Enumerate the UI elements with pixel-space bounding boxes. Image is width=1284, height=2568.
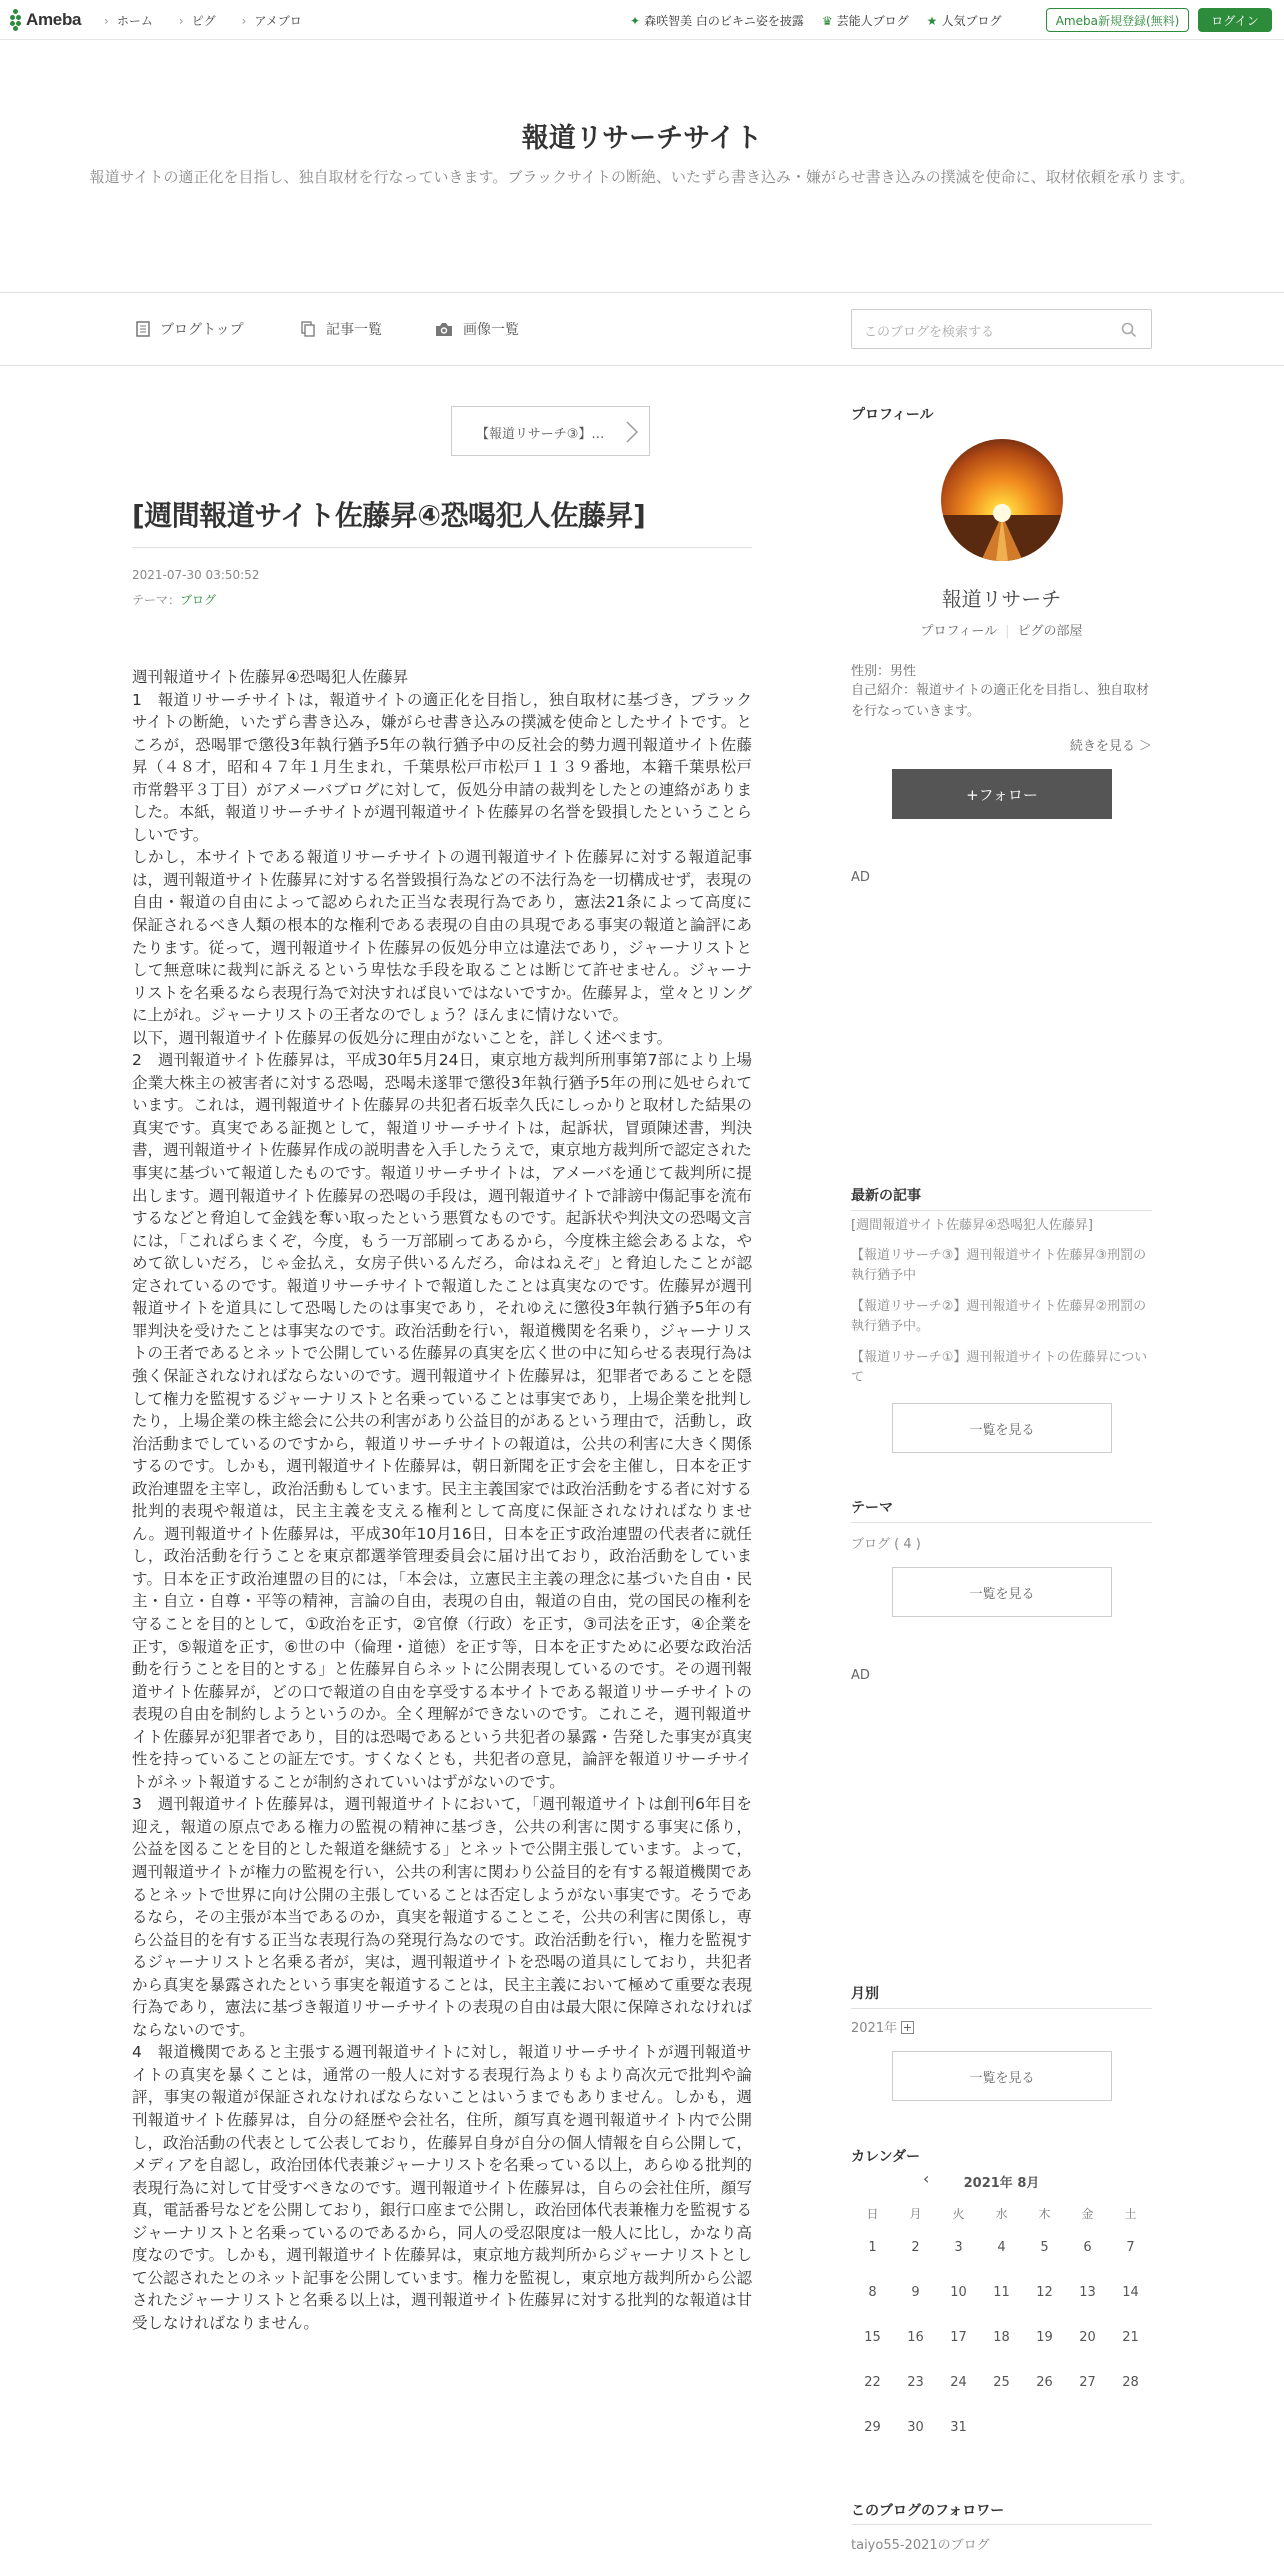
monthly-list-button[interactable]: 一覧を見る [892, 2051, 1112, 2101]
theme-heading: テーマ [851, 1500, 893, 1516]
calendar-day: 9 [911, 2285, 920, 2300]
calendar-day: 4 [997, 2240, 1006, 2255]
calendar-day: 16 [907, 2330, 924, 2345]
hot-link-popular[interactable]: ★ 人気ブログ [926, 14, 1002, 28]
article-paragraph: 週刊報道サイト佐藤昇④恐喝犯人佐藤昇 [132, 668, 409, 686]
document-icon [136, 321, 150, 337]
article-paragraph: 以下，週刊報道サイト佐藤昇の仮処分に理由がないことを，詳しく述べます。 [132, 1028, 673, 1047]
recent-list-button[interactable]: 一覧を見る [892, 1403, 1112, 1453]
calendar-day: 8 [868, 2285, 877, 2300]
article-body [132, 666, 752, 2334]
article-paragraph: 1 報道リサーチサイトは，報道サイトの適正化を目指し，独自取材に基づき，ブラックサイトの断絶，いたずら書き込み，嫌がらせ書き込みの撲滅を使命としたサイトです。ところが，恐喝罪で懲役3年執行猶予5年の執行猶予中の反社会的勢力週刊報道サイト佐藤昇（４８才，昭和４７年１月生まれ，千葉県松戸市松戸１１３９番地，本籍千葉県松戸市常磐平３丁目）がアメーバブログに対して，仮処分申請の裁判をしたとの連絡がありました。本紙，報道リサーチサイトが週刊報道サイト佐藤昇の名誉を毀損したということらしいです。 [132, 690, 752, 844]
ameba-logo[interactable] [10, 9, 81, 31]
title-divider [132, 547, 752, 548]
calendar-day: 17 [950, 2330, 967, 2345]
article-list-link[interactable] [301, 319, 382, 339]
calendar-day: 7 [1126, 2240, 1135, 2255]
link-separator: | [1005, 624, 1010, 639]
chevron-right-icon [625, 420, 639, 444]
articles-icon [301, 321, 316, 337]
calendar-day: 28 [1122, 2375, 1139, 2390]
ad-label: AD [851, 870, 870, 885]
profile-links [851, 620, 1152, 639]
calendar-day: 1 [868, 2240, 877, 2255]
followers-divider [851, 2524, 1152, 2525]
calendar-grid [851, 2201, 1152, 2450]
weekday: 金 [1081, 2206, 1094, 2221]
calendar-month: 2021年 8月 [963, 2176, 1040, 2191]
search-icon[interactable] [1121, 322, 1137, 338]
recent-divider [851, 1210, 1152, 1211]
login-button[interactable]: ログイン [1198, 8, 1272, 32]
blog-description: 報道サイトの適正化を目指し、独自取材を行なっていきます。ブラックサイトの断絶、いたずら書き込み・嫌がらせ書き込みの撲滅を使命に、取材依頼を承ります。 [89, 168, 1195, 186]
calendar-day: 14 [1122, 2285, 1139, 2300]
image-list-link[interactable] [435, 319, 519, 339]
blog-search-input[interactable] [851, 309, 1152, 349]
recent-heading: 最新の記事 [851, 1188, 921, 1204]
calendar-week [851, 2225, 1152, 2270]
follow-button[interactable]: +フォロー [892, 769, 1112, 819]
nav-home[interactable]: › ホーム [104, 12, 153, 29]
global-header [0, 0, 1284, 40]
calendar-day: 31 [950, 2420, 967, 2435]
calendar-day: 22 [864, 2375, 881, 2390]
calendar-day: 13 [1079, 2285, 1096, 2300]
calendar-header [851, 2170, 1152, 2190]
profile-avatar[interactable] [941, 439, 1063, 561]
weekday: 火 [952, 2206, 965, 2221]
camera-icon [435, 322, 453, 337]
sparkle-icon: ✦ [630, 14, 641, 28]
next-article-pager[interactable] [451, 406, 650, 456]
article-paragraph: 3 週刊報道サイト佐藤昇は，週刊報道サイトにおいて，「週刊報道サイトは創刊6年目を迎え，報道の原点である権力の監視の精神に基づき，公共の利害に関する事実に係り，公益を図ることを目的とした報道を継続する」とネットで公開主張しています。よって，週刊報道サイトが権力の監視を行い，公共の利害に関わり公益目的を有する報道機関であるとネットで世界に向け公開の主張していることは否定しようがない事実です。そうであるなら，その主張が本当であるのか，真実を報道することこそ，公共の利害に関係し，専ら公益目的を有する正当な表現行為の発現行為なのです。政治活動を行い，権力を監視するジャーナリストと名乗る者が，実は，週刊報道サイトを恐喝の道具にしており，共犯者から真実を暴露されたという事実を報道することは，民主主義において極めて重要な表現行為であり，憲法に基づき報道リサーチサイトの表現の自由は最大限に保障されなければならないのです。 [132, 1795, 753, 2039]
calendar-day: 18 [993, 2330, 1010, 2345]
ad-label: AD [851, 1668, 870, 1683]
blog-title[interactable]: 報道リサーチサイト [521, 123, 763, 154]
calendar-day: 5 [1040, 2240, 1049, 2255]
calendar-day: 27 [1079, 2375, 1096, 2390]
calendar-day: 20 [1079, 2330, 1096, 2345]
calendar-day: 12 [1036, 2285, 1053, 2300]
recent-item[interactable]: 【報道リサーチ①】週刊報道サイトの佐藤昇について [851, 1350, 1148, 1385]
calendar-week [851, 2360, 1152, 2405]
article-theme-link[interactable]: ブログ [180, 593, 217, 607]
star-icon: ★ [926, 14, 938, 28]
profile-heading: プロフィール [851, 407, 934, 423]
search-placeholder: このブログを検索する [864, 325, 995, 340]
register-button[interactable]: Ameba新規登録(無料) [1046, 8, 1189, 32]
calendar-day: 23 [907, 2375, 924, 2390]
expand-plus-icon[interactable] [901, 2021, 914, 2034]
article-paragraph: しかし，本サイトである報道リサーチサイトの週刊報道サイト佐藤昇に対する報道記事は，週刊報道サイト佐藤昇に対する名誉毀損行為などの不法行為を一切構成せず，表現の自由・報道の自由によって認められた正当な表現行為であり，憲法21条によって高度に保証されるべき人類の根本的な権利である表現の自由の具現である事実の報道と論評にあたります。従って，週刊報道サイト佐藤昇の仮処分申立は違法であり，ジャーナリストとして無意味に裁判に訴えるという卑怯な手段を取ることは断じて許せません。ジャーナリストを名乗るなら表現行為で対決すれば良いではないですか。佐藤昇よ，堂々とリングに上がれ。ジャーナリストの王者なのでしょう？ほんまに情けないで。 [132, 848, 753, 1025]
follower-item[interactable]: taiyo55-2021のブログ [851, 2538, 990, 2553]
calendar-day: 21 [1122, 2330, 1139, 2345]
profile-gender: 性別：男性 [851, 664, 917, 679]
nav-ameblo[interactable]: › アメブロ [242, 12, 302, 29]
hot-links [630, 12, 1001, 29]
article-list-label: 記事一覧 [326, 322, 382, 338]
monthly-divider [851, 2008, 1152, 2009]
monthly-item[interactable]: 2021年 [851, 2017, 914, 2036]
calendar-week [851, 2315, 1152, 2360]
weekday: 日 [866, 2206, 879, 2221]
article-paragraph: 4 報道機関であると主張する週刊報道サイトに対し，報道リサーチサイトが週刊報道サイトの真実を暴くことは，通常の一般人に対する表現行為よりもより高次元で批判や論評，事実の報道が保証されなければならないことはいうまでもありません。しかも，週刊報道サイト佐藤昇は，自分の経歴や会社名，住所，顔写真を週刊報道サイト内で公開し，政治活動の代表として公表しており，佐藤昇自身が自分の個人情報を自ら公開して，メディアを自認し，政治団体代表兼ジャーナリストを名乗っている以上，あらゆる批判的表現行為に対して甘受すべきなのです。週刊報道サイト佐藤昇は，自らの会社住所，顔写真，電話番号などを公開しており，銀行口座まで公開し，政治団体代表兼権力を監視するジャーナリストと名乗っているのであるから，同人の受忍限度は一般人に比し，かなり高度なのです。しかも，週刊報道サイト佐藤昇は，東京地方裁判所からジャーナリストとして公認されたとのネット記事を公開しています。権力を監視し，東京地方裁判所から公認されたジャーナリストと名乗る以上は，週刊報道サイト佐藤昇に対する批判的な報道は甘受しなければなりません。 [132, 2043, 753, 2332]
recent-item[interactable]: 【報道リサーチ②】週刊報道サイト佐藤昇②刑罰の執行猶予中。 [851, 1299, 1147, 1334]
theme-divider [851, 1522, 1152, 1523]
calendar-heading: カレンダー [851, 2149, 921, 2165]
theme-list-button[interactable]: 一覧を見る [892, 1567, 1112, 1617]
calendar-prev-icon[interactable]: ‹ [923, 2169, 930, 2188]
blog-top-label: ブログトップ [160, 322, 244, 338]
calendar-day: 2 [911, 2240, 920, 2255]
nav-pigg[interactable]: › ピグ [179, 12, 216, 29]
hot-link-news[interactable]: ✦ 森咲智美 白のビキニ姿を披露 [630, 14, 804, 28]
calendar-day: 29 [864, 2420, 881, 2435]
profile-name[interactable]: 報道リサーチ [941, 587, 1062, 611]
calendar-day: 6 [1083, 2240, 1092, 2255]
calendar-day: 26 [1036, 2375, 1053, 2390]
profile-link[interactable]: プロフィール [920, 624, 998, 639]
article-title: [週間報道サイト佐藤昇④恐喝犯人佐藤昇] [132, 499, 646, 532]
calendar-day: 15 [864, 2330, 881, 2345]
calendar-day: 3 [954, 2240, 963, 2255]
logo-text: Ameba [26, 10, 82, 29]
calendar-day: 11 [993, 2285, 1010, 2300]
calendar-day: 30 [907, 2420, 924, 2435]
blog-top-link[interactable] [136, 319, 244, 339]
weekday: 水 [995, 2206, 1008, 2221]
hot-link-celebrity[interactable]: ♛ 芸能人ブログ [821, 14, 909, 28]
calendar-day: 19 [1036, 2330, 1053, 2345]
calendar-day: 25 [993, 2375, 1010, 2390]
next-article-label: 【報道リサーチ③】… [476, 427, 605, 442]
global-nav [104, 12, 302, 29]
article-theme: テーマ：ブログ [132, 593, 217, 607]
weekday: 土 [1124, 2206, 1137, 2221]
weekday: 木 [1038, 2206, 1051, 2221]
article-date: 2021-07-30 03:50:52 [132, 568, 260, 582]
recent-item[interactable]: [週間報道サイト佐藤昇④恐喝犯人佐藤昇] [851, 1218, 1093, 1233]
blog-subnav [0, 292, 1284, 366]
recent-item[interactable]: 【報道リサーチ③】週刊報道サイト佐藤昇③刑罰の執行猶予中 [851, 1248, 1147, 1283]
crown-icon: ♛ [821, 14, 833, 28]
monthly-heading: 月別 [851, 1986, 879, 2002]
followers-heading: このブログのフォロワー [851, 2503, 1005, 2519]
calendar-day: 24 [950, 2375, 967, 2390]
calendar-week [851, 2405, 1152, 2450]
article-paragraph: 2 週刊報道サイト佐藤昇は，平成30年5月24日，東京地方裁判所刑事第7部により上場企業大株主の被害者に対する恐喝，恐喝未遂罪で懲役3年執行猶予5年の刑に処せられています。これは，週刊報道サイト佐藤昇の共犯者石坂幸久氏にしっかりと取材した結果の真実です。真実である証拠として，報道リサーチサイトは，起訴状，冒頭陳述書，判決書，週刊報道サイト佐藤昇作成の説明書を入手したうえで，東京地方裁判所で認定された事実に基づいて報道したものです。報道リサーチサイトは，アメーバを通じて裁判所に提出します。週刊報道サイト佐藤昇の恐喝の手段は，週刊報道サイトで誹謗中傷記事を流布するなどと脅迫して金銭を奪い取ったという悪質なものです。起訴状や判決文の恐喝文言には，「これぱらまくぞ，今度，もう一万部刷ってあるから，今度株主総会あるよな，やめて欲しいだろ，じゃ金払え，女房子供いるんだろ，命はねえぞ」と脅迫したことが認定されているのです。報道リサーチサイトで報道したことは真実なのです。佐藤昇が週刊報道サイトを道具にして恐喝したのは事実であり，それゆえに懲役3年執行猶予5年の有罪判決を受けたことは事実なのです。政治活動を行い，報道機関を名乗り，ジャーナリストの王者であるとネットで公開している佐藤昇の真実を広く世の中に知らせる表現行為は強く保証されなければならないのです。週刊報道サイト佐藤昇は，犯罪者であることを隠して権力を監視するジャーナリストと名乗っていることは事実であり，上場企業を批判したり，上場企業の株主総会に公共の利害があり公益目的があるという理由で，活動し，政治活動までしているのですから，報道リサーチサイトの報道は，公共の利害に大きく関係するのです。しかも，週刊報道サイト佐藤昇は，朝日新聞を正す会を主催し，日本を正す政治連盟を主宰し，政治活動もしています。民主主義国家では政治活動をする者に対する批判的表現や報道は，民主主義を支える権利として高度に保証されなければなりません。週刊報道サイト佐藤昇は，平成30年10月16日，日本を正す政治連盟の代表者に就任し，政治活動を行うことを東京都選挙管理委員会に届け出ており，政治活動をしています。日本を正す政治連盟の目的には，「本会は，立憲民主主義の理念に基づいた自由・民主・自立・自尊・平等の精神，言論の自由，表現の自由，報道の自由，党の国民の権利を守ることを目的として，①政治を正す，②官僚（行政）を正す，③司法を正す，④企業を正す，⑤報道を正す，⑥世の中（倫理・道徳）を正す等，日本を正すために必要な政治活動を行うことを目的とする」と佐藤昇自らネットに公開表現しているのです。その週刊報道サイト佐藤昇が，どの口で報道の自由を享受する本サイトである報道リサーチサイトの表現の自由を制約しようというのか。全く理解ができないのです。これこそ，週刊報道サイト佐藤昇が犯罪者であり，目的は恐喝であるという共犯者の暴露・告発した事実が真実性を持っていることの証左です。すくなくとも，共犯者の意見，論評を報道リサーチサイトがネット報道することが制約されていいはずがないのです。 [132, 1051, 753, 1791]
pig-room-link[interactable]: ピグの部屋 [1017, 624, 1083, 639]
weekday: 月 [909, 2206, 922, 2221]
calendar-week [851, 2270, 1152, 2315]
image-list-label: 画像一覧 [463, 322, 519, 338]
calendar-day: 10 [950, 2285, 967, 2300]
profile-intro: 自己紹介：報道サイトの適正化を目指し、独自取材を行なっていきます。 [851, 683, 1150, 719]
sunset-avatar-image [941, 439, 1063, 561]
ameba-logo-icon [10, 9, 22, 31]
theme-item[interactable]: ブログ ( 4 ) [851, 1537, 921, 1552]
calendar-weekdays [851, 2201, 1152, 2225]
profile-more-link[interactable]: 続きを見る ＞ [1069, 739, 1152, 754]
